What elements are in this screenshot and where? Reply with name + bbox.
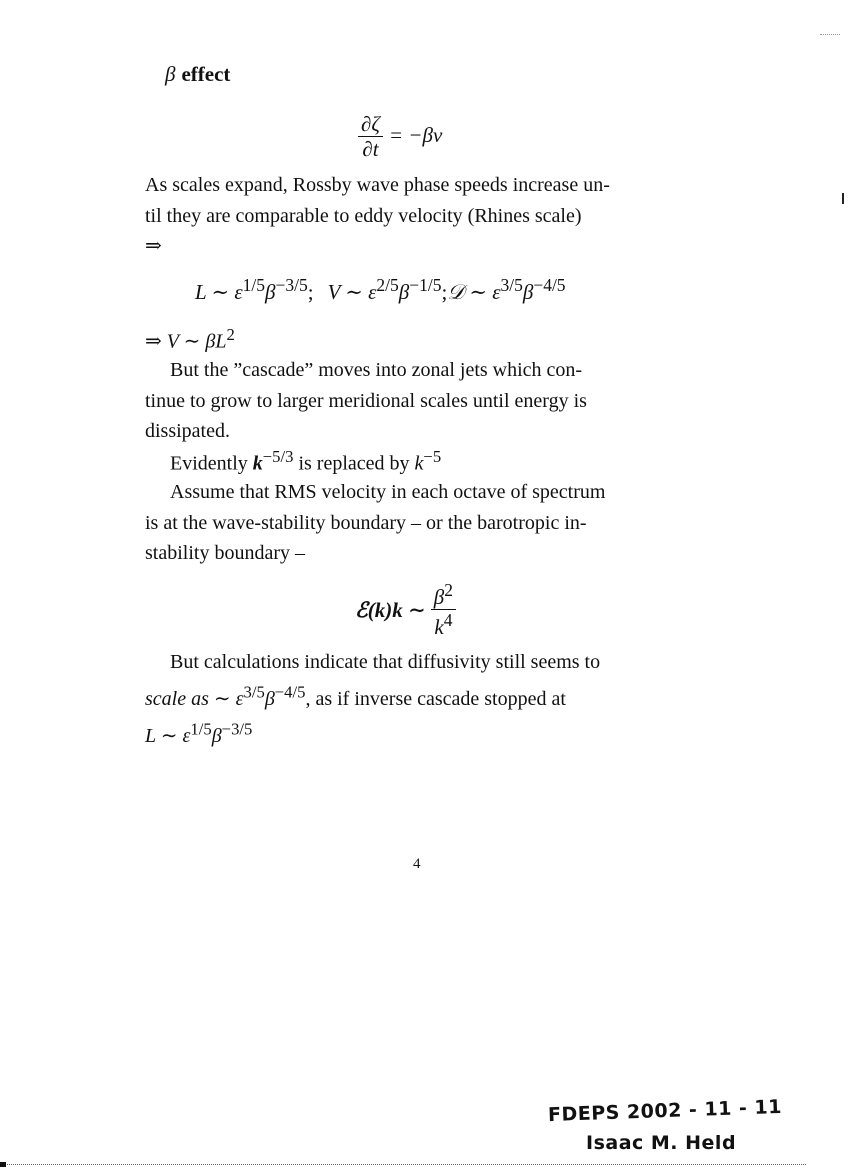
math-exponent: −5/3 <box>262 447 294 466</box>
math-separator: ; <box>307 280 314 304</box>
paragraph-cascade <box>145 355 685 447</box>
scan-artifact-bottom-line <box>0 1164 806 1165</box>
math-exponent: 1/5 <box>242 275 266 295</box>
math-term: V ∼ ε <box>327 280 377 304</box>
math-term: k <box>434 615 444 640</box>
math-exponent: −4/5 <box>274 682 306 702</box>
text-line: As scales expand, Rossby wave phase speeds increase un- <box>145 174 610 196</box>
math-exponent: −3/5 <box>221 719 253 739</box>
page-number: 4 <box>413 856 421 872</box>
math-exponent: 4 <box>443 610 453 631</box>
section-heading <box>165 62 230 87</box>
math-separator: ; <box>441 280 448 304</box>
scan-artifact-dots <box>820 34 840 35</box>
text-line: dissipated. <box>145 420 230 442</box>
paragraph-stability <box>145 477 685 569</box>
rhines-scaling-equation <box>195 275 566 305</box>
spectrum-fraction <box>431 580 456 640</box>
equation-rhs: = −βv <box>388 122 443 147</box>
fraction-denominator: ∂t <box>358 136 383 162</box>
stamp-author: Isaac M. Held <box>586 1132 737 1154</box>
heading-word: effect <box>181 62 231 86</box>
fraction-denominator <box>431 609 456 640</box>
text-line: But calculations indicate that diffusivity still seems to <box>170 651 601 673</box>
vorticity-equation <box>358 112 442 162</box>
math-term: β <box>398 280 410 304</box>
paragraph-rhines <box>145 170 685 262</box>
math-exponent: 2 <box>226 325 235 344</box>
beta-symbol: β <box>165 62 176 86</box>
equation-lhs: ℰ(k)k ∼ <box>355 598 426 623</box>
math-term: β <box>264 688 275 711</box>
time-derivative-fraction <box>358 112 383 162</box>
math-exponent: 2/5 <box>376 275 399 295</box>
math-exponent: 2 <box>444 580 454 600</box>
text-line: Assume that RMS velocity in each octave of spectrum <box>170 481 606 503</box>
implies-line <box>145 325 235 354</box>
scan-artifact-corner <box>0 1162 6 1167</box>
math-exponent: 3/5 <box>500 275 523 295</box>
math-term: 𝒟 ∼ ε <box>447 280 501 304</box>
math-term: L ∼ ε <box>195 280 243 304</box>
text-run: is replaced by <box>293 452 415 475</box>
fraction-numerator <box>431 580 456 609</box>
stamp-event-date: FDEPS 2002 - 11 - 11 <box>547 1095 783 1127</box>
math-exponent: 3/5 <box>243 682 265 702</box>
math-exponent: 1/5 <box>190 719 212 739</box>
energy-spectrum-equation <box>355 580 456 640</box>
math-term: β <box>211 725 222 748</box>
math-term: k <box>414 452 424 475</box>
math-exponent: −1/5 <box>409 275 442 295</box>
implies-arrow: ⇒ <box>145 235 162 257</box>
math-exponent: −3/5 <box>275 275 308 295</box>
math-term: L ∼ ε <box>145 725 191 748</box>
text-line: stability boundary – <box>145 542 305 564</box>
spectrum-statement <box>170 447 441 476</box>
math-exponent: −4/5 <box>533 275 566 295</box>
fraction-numerator: ∂ζ <box>361 112 380 136</box>
text-line: til they are comparable to eddy velocity (Rhines scale) <box>145 204 582 227</box>
text-line: tinue to grow to larger meridional scales until energy is <box>145 389 587 412</box>
scan-artifact-mark <box>842 193 844 204</box>
text-line <box>145 682 566 711</box>
text-line <box>145 719 253 748</box>
text-run: , as if inverse cascade stopped at <box>305 688 566 711</box>
text-line: But the ”cascade” moves into zonal jets which con- <box>170 359 583 381</box>
math-term: β <box>522 280 534 304</box>
text-run: Evidently <box>170 452 253 475</box>
handwritten-stamp <box>547 1095 783 1162</box>
math-exponent: −5 <box>423 447 442 466</box>
math-term: β <box>433 585 445 609</box>
math-term: scale as ∼ ε <box>145 688 244 711</box>
text-line: is at the wave-stability boundary – or the barotropic in- <box>145 511 587 534</box>
math-term: k <box>252 452 263 475</box>
math-term: β <box>265 280 276 304</box>
math-term: ⇒ V ∼ βL <box>145 330 227 353</box>
paragraph-diffusivity <box>145 647 685 752</box>
